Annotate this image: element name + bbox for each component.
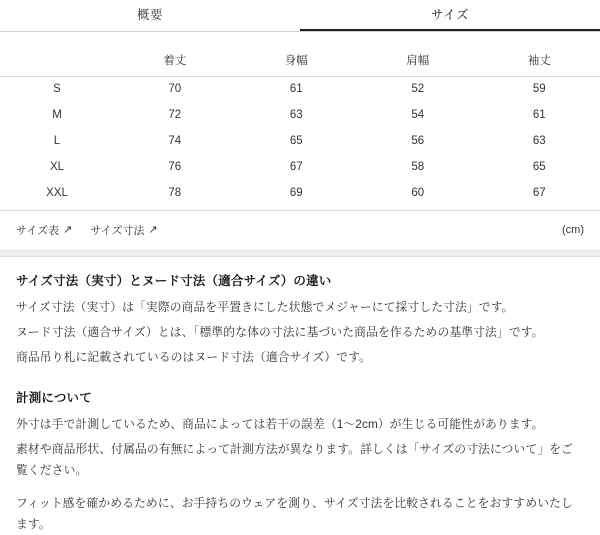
table-row xyxy=(0,128,600,154)
cell-chest: 67 xyxy=(236,154,358,180)
table-row xyxy=(0,154,600,180)
section-divider-band xyxy=(0,250,600,257)
size-label: S xyxy=(0,76,114,102)
size-table-header-length: 着丈 xyxy=(114,46,236,76)
tab-overview[interactable] xyxy=(0,0,300,31)
table-row xyxy=(0,102,600,128)
cell-chest: 63 xyxy=(236,102,358,128)
size-table-header-shoulder: 肩幅 xyxy=(357,46,479,76)
paragraph: ヌード寸法（適合サイズ）とは、「標準的な体の寸法に基づいた商品を作るための基準寸法」です。 xyxy=(16,322,584,343)
cell-shoulder: 56 xyxy=(357,128,479,154)
link-size-measurements-label: サイズ寸法 xyxy=(90,225,144,237)
cell-chest: 69 xyxy=(236,180,358,206)
cell-length: 78 xyxy=(114,180,236,206)
table-row xyxy=(0,180,600,206)
size-table-header-chest: 身幅 xyxy=(236,46,358,76)
size-table xyxy=(0,46,600,206)
external-link-arrow-icon: ↗ xyxy=(148,223,157,236)
external-link-arrow-icon: ↗ xyxy=(63,223,72,236)
size-table-header-row xyxy=(0,46,600,76)
paragraph: 商品吊り札に記載されているのはヌード寸法（適合サイズ）です。 xyxy=(16,347,584,368)
paragraph: フィット感を確かめるために、お手持ちのウェアを測り、サイズ寸法を比較されることをおすすめいたします。 xyxy=(16,493,584,535)
size-label: XL xyxy=(0,154,114,180)
link-size-chart[interactable] xyxy=(16,222,72,238)
paragraph: 外寸は手で計測しているため、商品によっては若干の誤差（1〜2cm）が生じる可能性があります。 xyxy=(16,414,584,435)
size-notes xyxy=(0,257,600,535)
link-size-measurements[interactable] xyxy=(90,222,157,238)
cell-sleeve: 61 xyxy=(479,102,600,128)
size-links-row xyxy=(0,211,600,238)
size-table-header-sleeve: 袖丈 xyxy=(479,46,600,76)
cell-length: 72 xyxy=(114,102,236,128)
size-label: XXL xyxy=(0,180,114,206)
cell-chest: 65 xyxy=(236,128,358,154)
cell-length: 76 xyxy=(114,154,236,180)
size-table-wrap xyxy=(0,46,600,211)
tab-overview-label: 概要 xyxy=(137,8,163,22)
unit-label: (cm) xyxy=(562,224,584,236)
size-label: M xyxy=(0,102,114,128)
cell-shoulder: 58 xyxy=(357,154,479,180)
tab-size[interactable] xyxy=(300,0,600,31)
tab-size-label: サイズ xyxy=(431,8,469,22)
table-row xyxy=(0,76,600,102)
section-title-difference: サイズ寸法（実寸）とヌード寸法（適合サイズ）の違い xyxy=(16,271,584,289)
cell-shoulder: 52 xyxy=(357,76,479,102)
cell-sleeve: 59 xyxy=(479,76,600,102)
cell-sleeve: 65 xyxy=(479,154,600,180)
size-table-header-corner xyxy=(0,46,114,76)
paragraph: サイズ寸法（実寸）は「実際の商品を平置きにした状態でメジャーにて採寸した寸法」です。 xyxy=(16,297,584,318)
cell-length: 70 xyxy=(114,76,236,102)
section-title-measurement: 計測について xyxy=(16,388,584,406)
size-label: L xyxy=(0,128,114,154)
cell-length: 74 xyxy=(114,128,236,154)
cell-sleeve: 67 xyxy=(479,180,600,206)
cell-chest: 61 xyxy=(236,76,358,102)
tab-bar xyxy=(0,0,600,32)
link-size-chart-label: サイズ表 xyxy=(16,225,59,237)
paragraph: 素材や商品形状、付属品の有無によって計測方法が異なります。詳しくは「サイズの寸法について」をご覧ください。 xyxy=(16,439,584,481)
cell-sleeve: 63 xyxy=(479,128,600,154)
cell-shoulder: 54 xyxy=(357,102,479,128)
cell-shoulder: 60 xyxy=(357,180,479,206)
